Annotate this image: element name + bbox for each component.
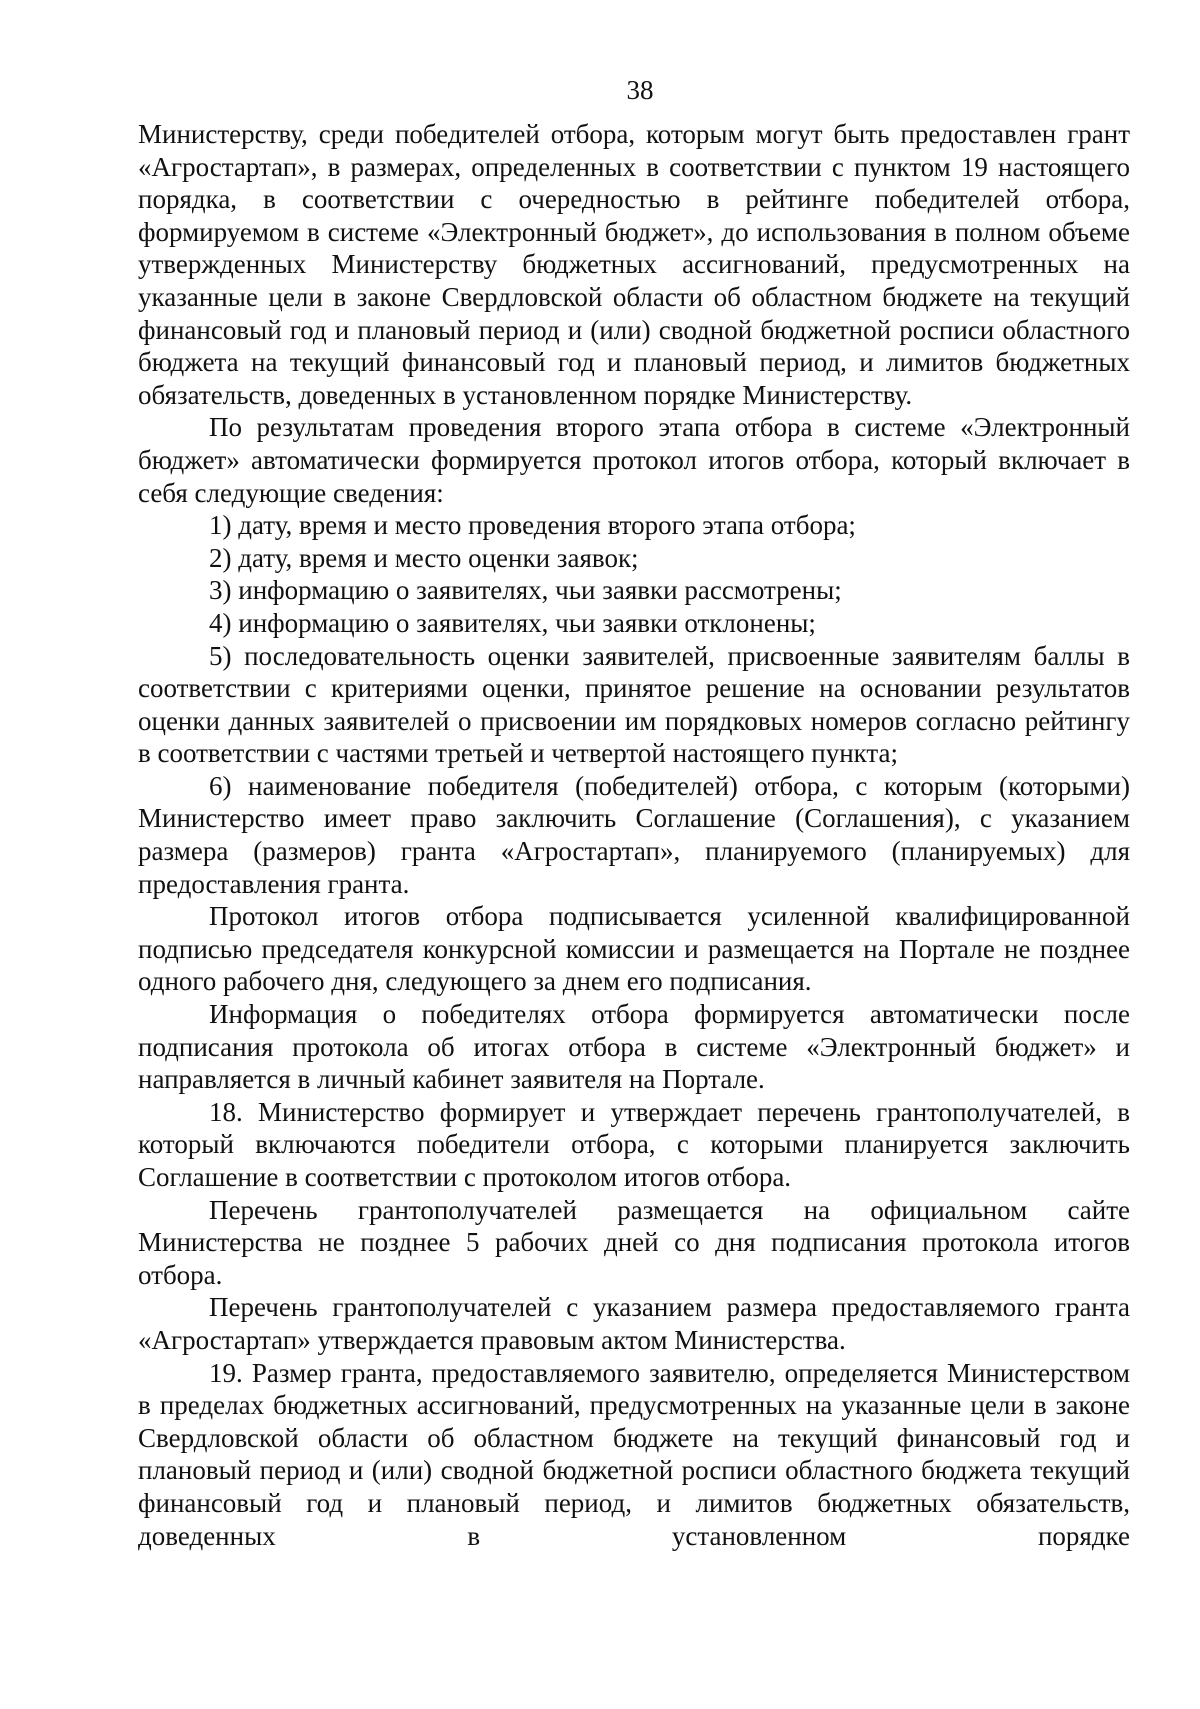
paragraph-continuation: Министерству, среди победителей отбора, которым могут быть предоставлен грант «Агростартап», в размерах, определенных в соответствии с пунктом 19 настоящего порядка, в соответствии с очередностью в рейтинге победителей отбора, формируемом в системе «Электронный бюджет», до использования в полном объеме утвержденных Министерству бюджетных ассигнований, предусмотренных на указанные цели в законе Свердловской области об областном бюджете на текущий финансовый год и плановый период и (или) сводной бюджетной росписи областного бюджета на текущий финансовый год и плановый период, и лимитов бюджетных обязательств, доведенных в установленном порядке Министерству. [138, 119, 1130, 410]
list-item-6: 6) наименование победителя (победителей) отбора, с которым (которыми) Министерство имеет право заключить Соглашение (Соглашения), с указанием размера (размеров) гранта «Агростартап», планируемого (планируемых) для предоставления гранта. [138, 770, 1130, 899]
document-body [138, 118, 1130, 1552]
list-item-2: 2) дату, время и место оценки заявок; [209, 542, 639, 573]
paragraph-item-19: 19. Размер гранта, предоставляемого заявителю, определяется Министерством в пределах бюджетных ассигнований, предусмотренных на указанные цели в законе Свердловской области об областном бюджете на текущий финансовый год и плановый период и (или) сводной бюджетной росписи областного бюджета текущий финансовый год и плановый период, и лимитов бюджетных обязательств, доведенных в установленном порядке [138, 1357, 1130, 1551]
list-item-3: 3) информацию о заявителях, чьи заявки рассмотрены; [209, 575, 842, 606]
paragraph-protocol-intro: По результатам проведения второго этапа отбора в системе «Электронный бюджет» автоматически формируется протокол итогов отбора, который включает в себя следующие сведения: [138, 412, 1130, 508]
list-item-5: 5) последовательность оценки заявителей, присвоенные заявителям баллы в соответствии с критериями оценки, принятое решение на основании результатов оценки данных заявителей о присвоении им порядковых номеров согласно рейтингу в соответствии с частями третьей и четвертой настоящего пункта; [138, 640, 1130, 769]
page-number: 38 [626, 75, 654, 105]
list-item-1: 1) дату, время и место проведения второго этапа отбора; [209, 510, 856, 541]
paragraph-winners-info: Информация о победителях отбора формируется автоматически после подписания протокола об итогах отбора в системе «Электронный бюджет» и направляется в личный кабинет заявителя на Портале. [138, 999, 1130, 1095]
paragraph-list-approval: Перечень грантополучателей с указанием размера предоставляемого гранта «Агростартап» утверждается правовым актом Министерства. [138, 1292, 1130, 1355]
list-item-4: 4) информацию о заявителях, чьи заявки отклонены; [209, 607, 816, 638]
paragraph-list-publication: Перечень грантополучателей размещается на официальном сайте Министерства не позднее 5 рабочих дней со дня подписания протокола итогов отбора. [138, 1194, 1130, 1290]
paragraph-protocol-signing: Протокол итогов отбора подписывается усиленной квалифицированной подписью председателя конкурсной комиссии и размещается на Портале не позднее одного рабочего дня, следующего за днем его подписания. [138, 901, 1130, 997]
paragraph-item-18: 18. Министерство формирует и утверждает перечень грантополучателей, в который включаются победители отбора, с которыми планируется заключить Соглашение в соответствии с протоколом итогов отбора. [138, 1096, 1130, 1192]
